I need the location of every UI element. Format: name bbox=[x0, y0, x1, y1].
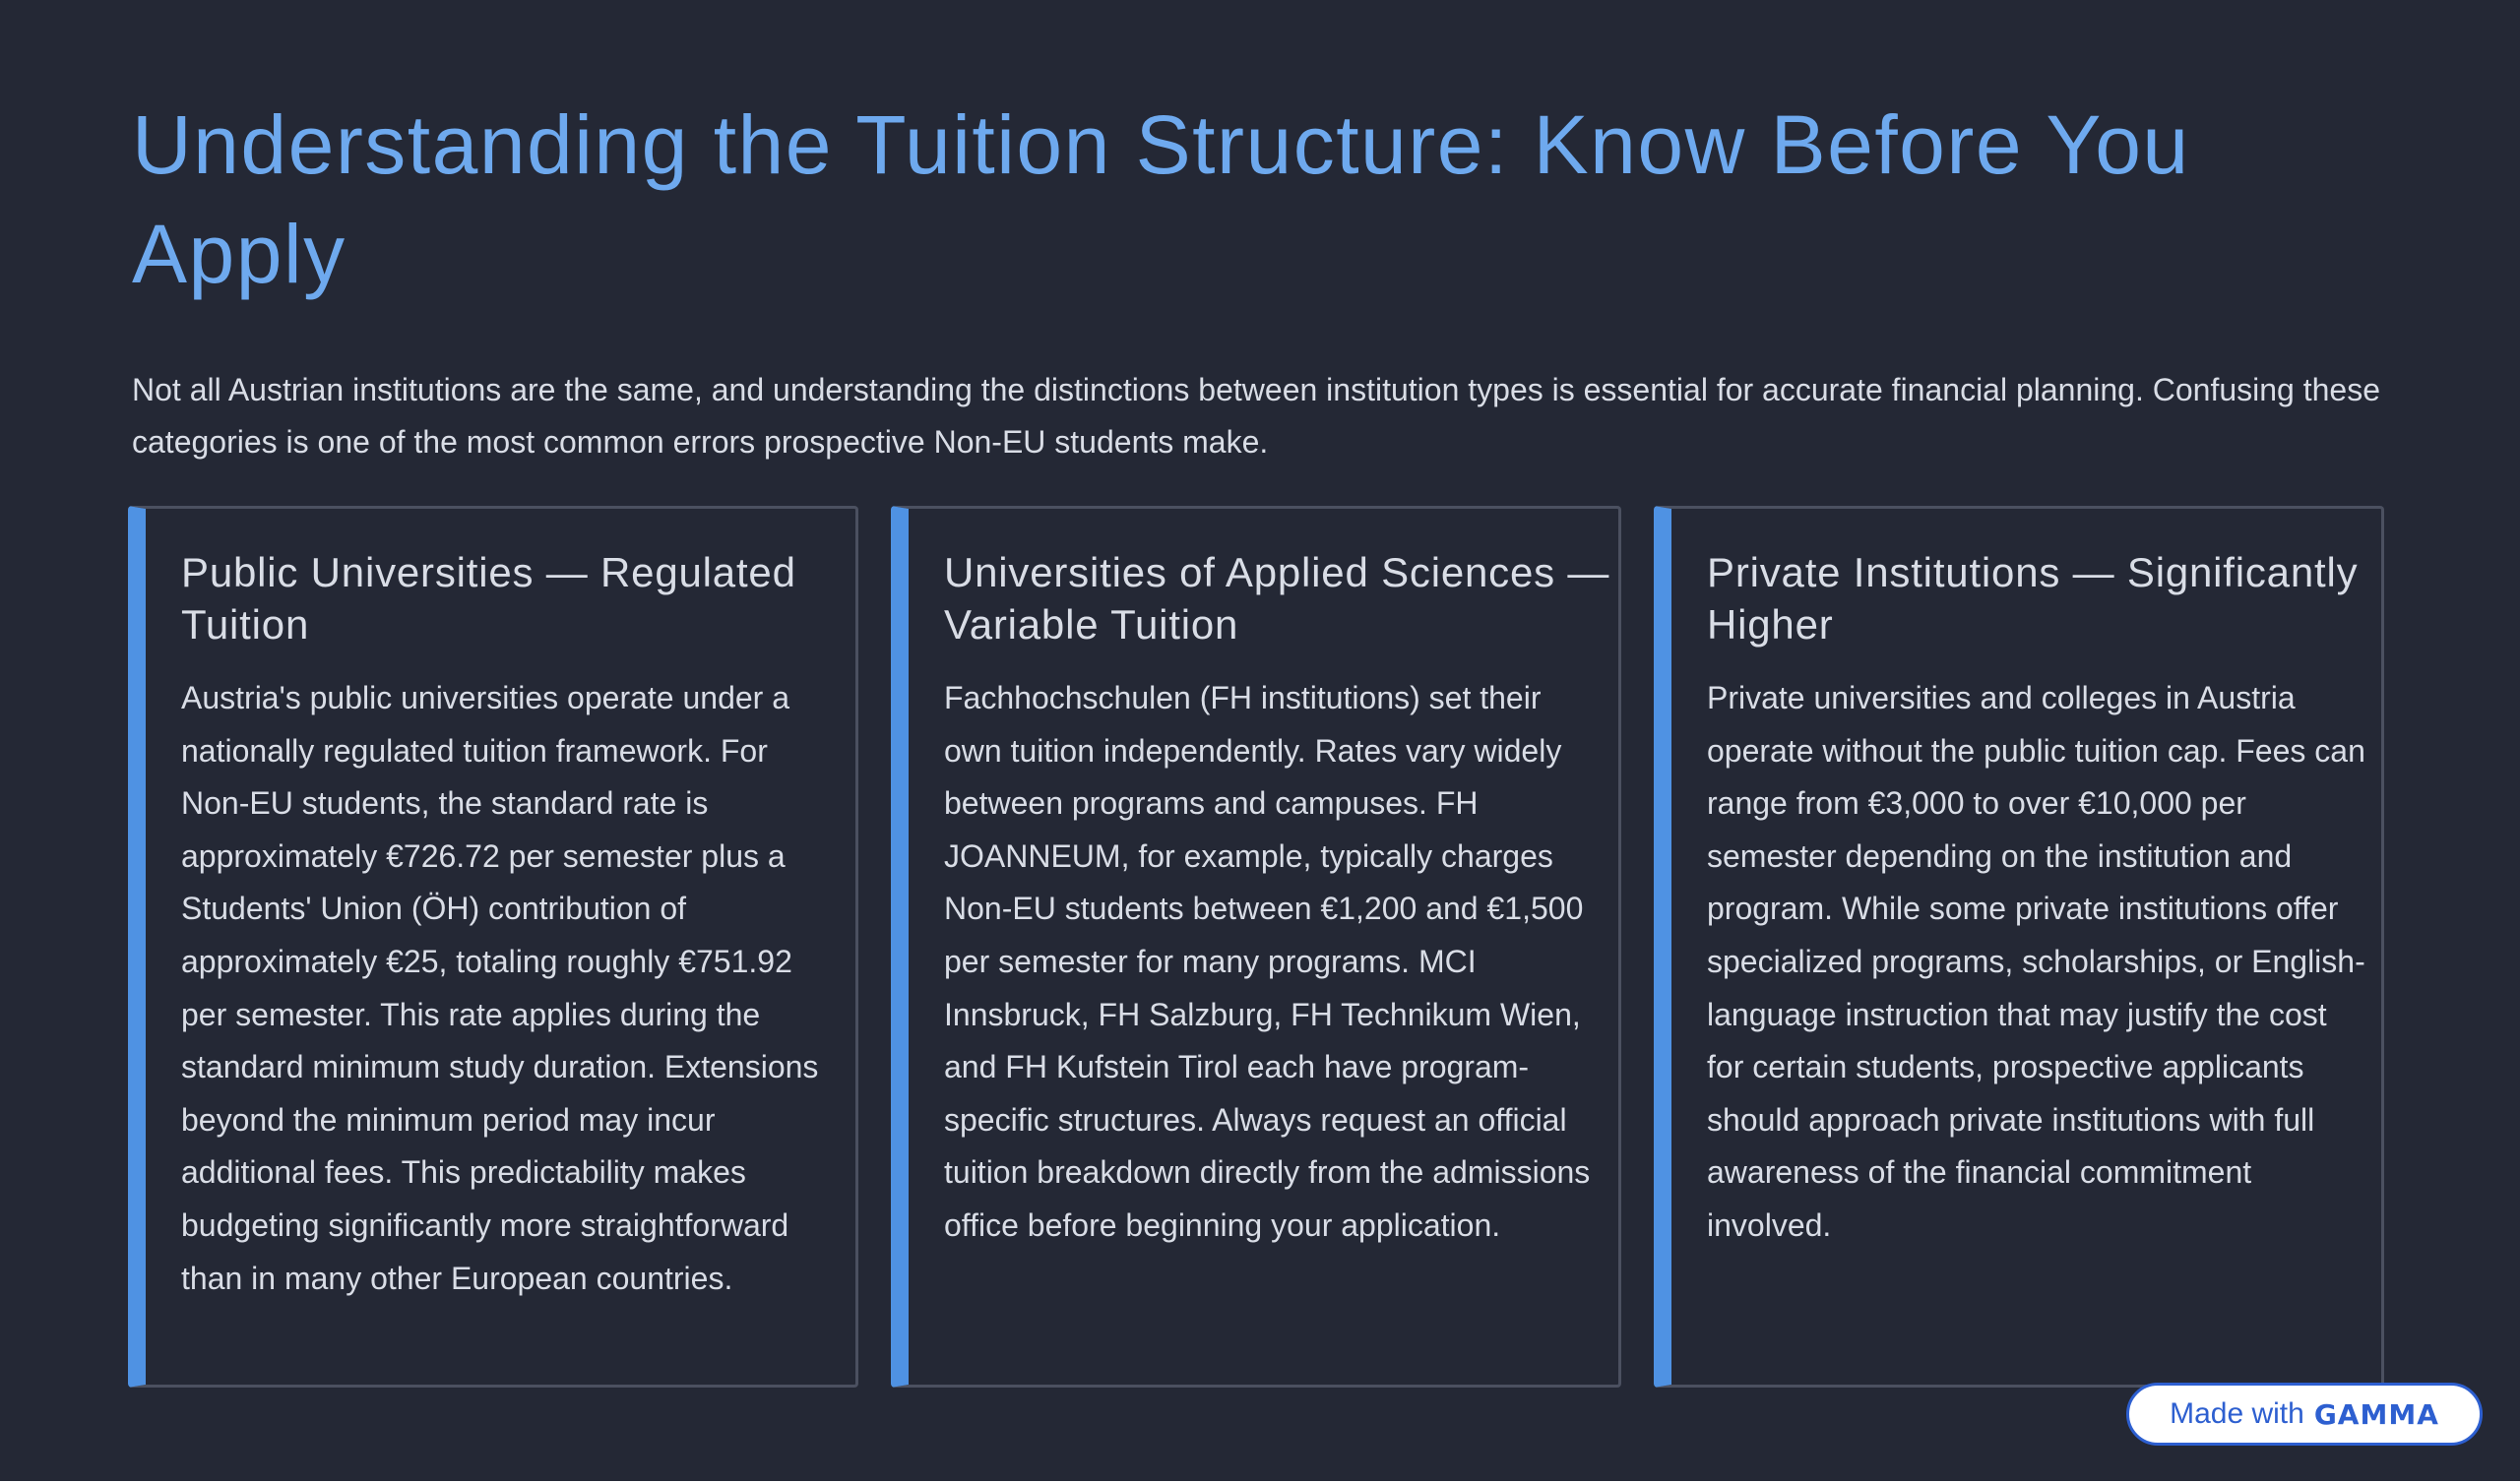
made-with-gamma-button[interactable] bbox=[2126, 1383, 2483, 1446]
card-applied-sciences bbox=[891, 506, 1621, 1388]
card-private-institutions bbox=[1654, 506, 2384, 1388]
gamma-logo: GAMMA bbox=[2313, 1397, 2439, 1431]
card-public-universities bbox=[128, 506, 858, 1388]
card-body: Private universities and colleges in Austria operate without the public tuition cap. Fees can range from €3,000 to over €10,000 per semester depending on the institution and program. While some private institutions offer specialized programs, scholarships, or English-language instruction that may justify the cost for certain students, prospective applicants should approach private institutions with full awareness of the financial commitment involved. bbox=[1707, 680, 2365, 1243]
intro-paragraph: Not all Austrian institutions are the same, and understanding the distinctions between institution types is essential for accurate financial planning. Confusing these categories is one of the most common errors prospective Non-EU students make. bbox=[132, 372, 2381, 460]
card-body: Fachhochschulen (FH institutions) set their own tuition independently. Rates vary widely between programs and campuses. FH JOANNEUM, for example, typically charges Non-EU students between €1,200 and €1,500 per semester for many programs. MCI Innsbruck, FH Salzburg, FH Technikum Wien, and FH Kufstein Tirol each have program-specific structures. Always request an official tuition breakdown directly from the admissions office before beginning your application. bbox=[944, 680, 1591, 1243]
card-body: Austria's public universities operate under a nationally regulated tuition framework. For Non-EU students, the standard rate is approximately €726.72 per semester plus a Students' Union (ÖH) contribution of approximately €25, totaling roughly €751.92 per semester. This rate applies during the standard minimum study duration. Extensions beyond the minimum period may incur additional fees. This predictability makes budgeting significantly more straightforward than in many other European countries. bbox=[181, 680, 819, 1296]
card-title: Public Universities — Regulated Tuition bbox=[181, 549, 796, 648]
badge-label: Made with bbox=[2170, 1397, 2304, 1430]
card-title: Private Institutions — Significantly Higher bbox=[1707, 549, 2359, 648]
card-title: Universities of Applied Sciences — Variable Tuition bbox=[944, 549, 1610, 648]
slide-title: Understanding the Tuition Structure: Know Before You Apply bbox=[132, 98, 2190, 300]
